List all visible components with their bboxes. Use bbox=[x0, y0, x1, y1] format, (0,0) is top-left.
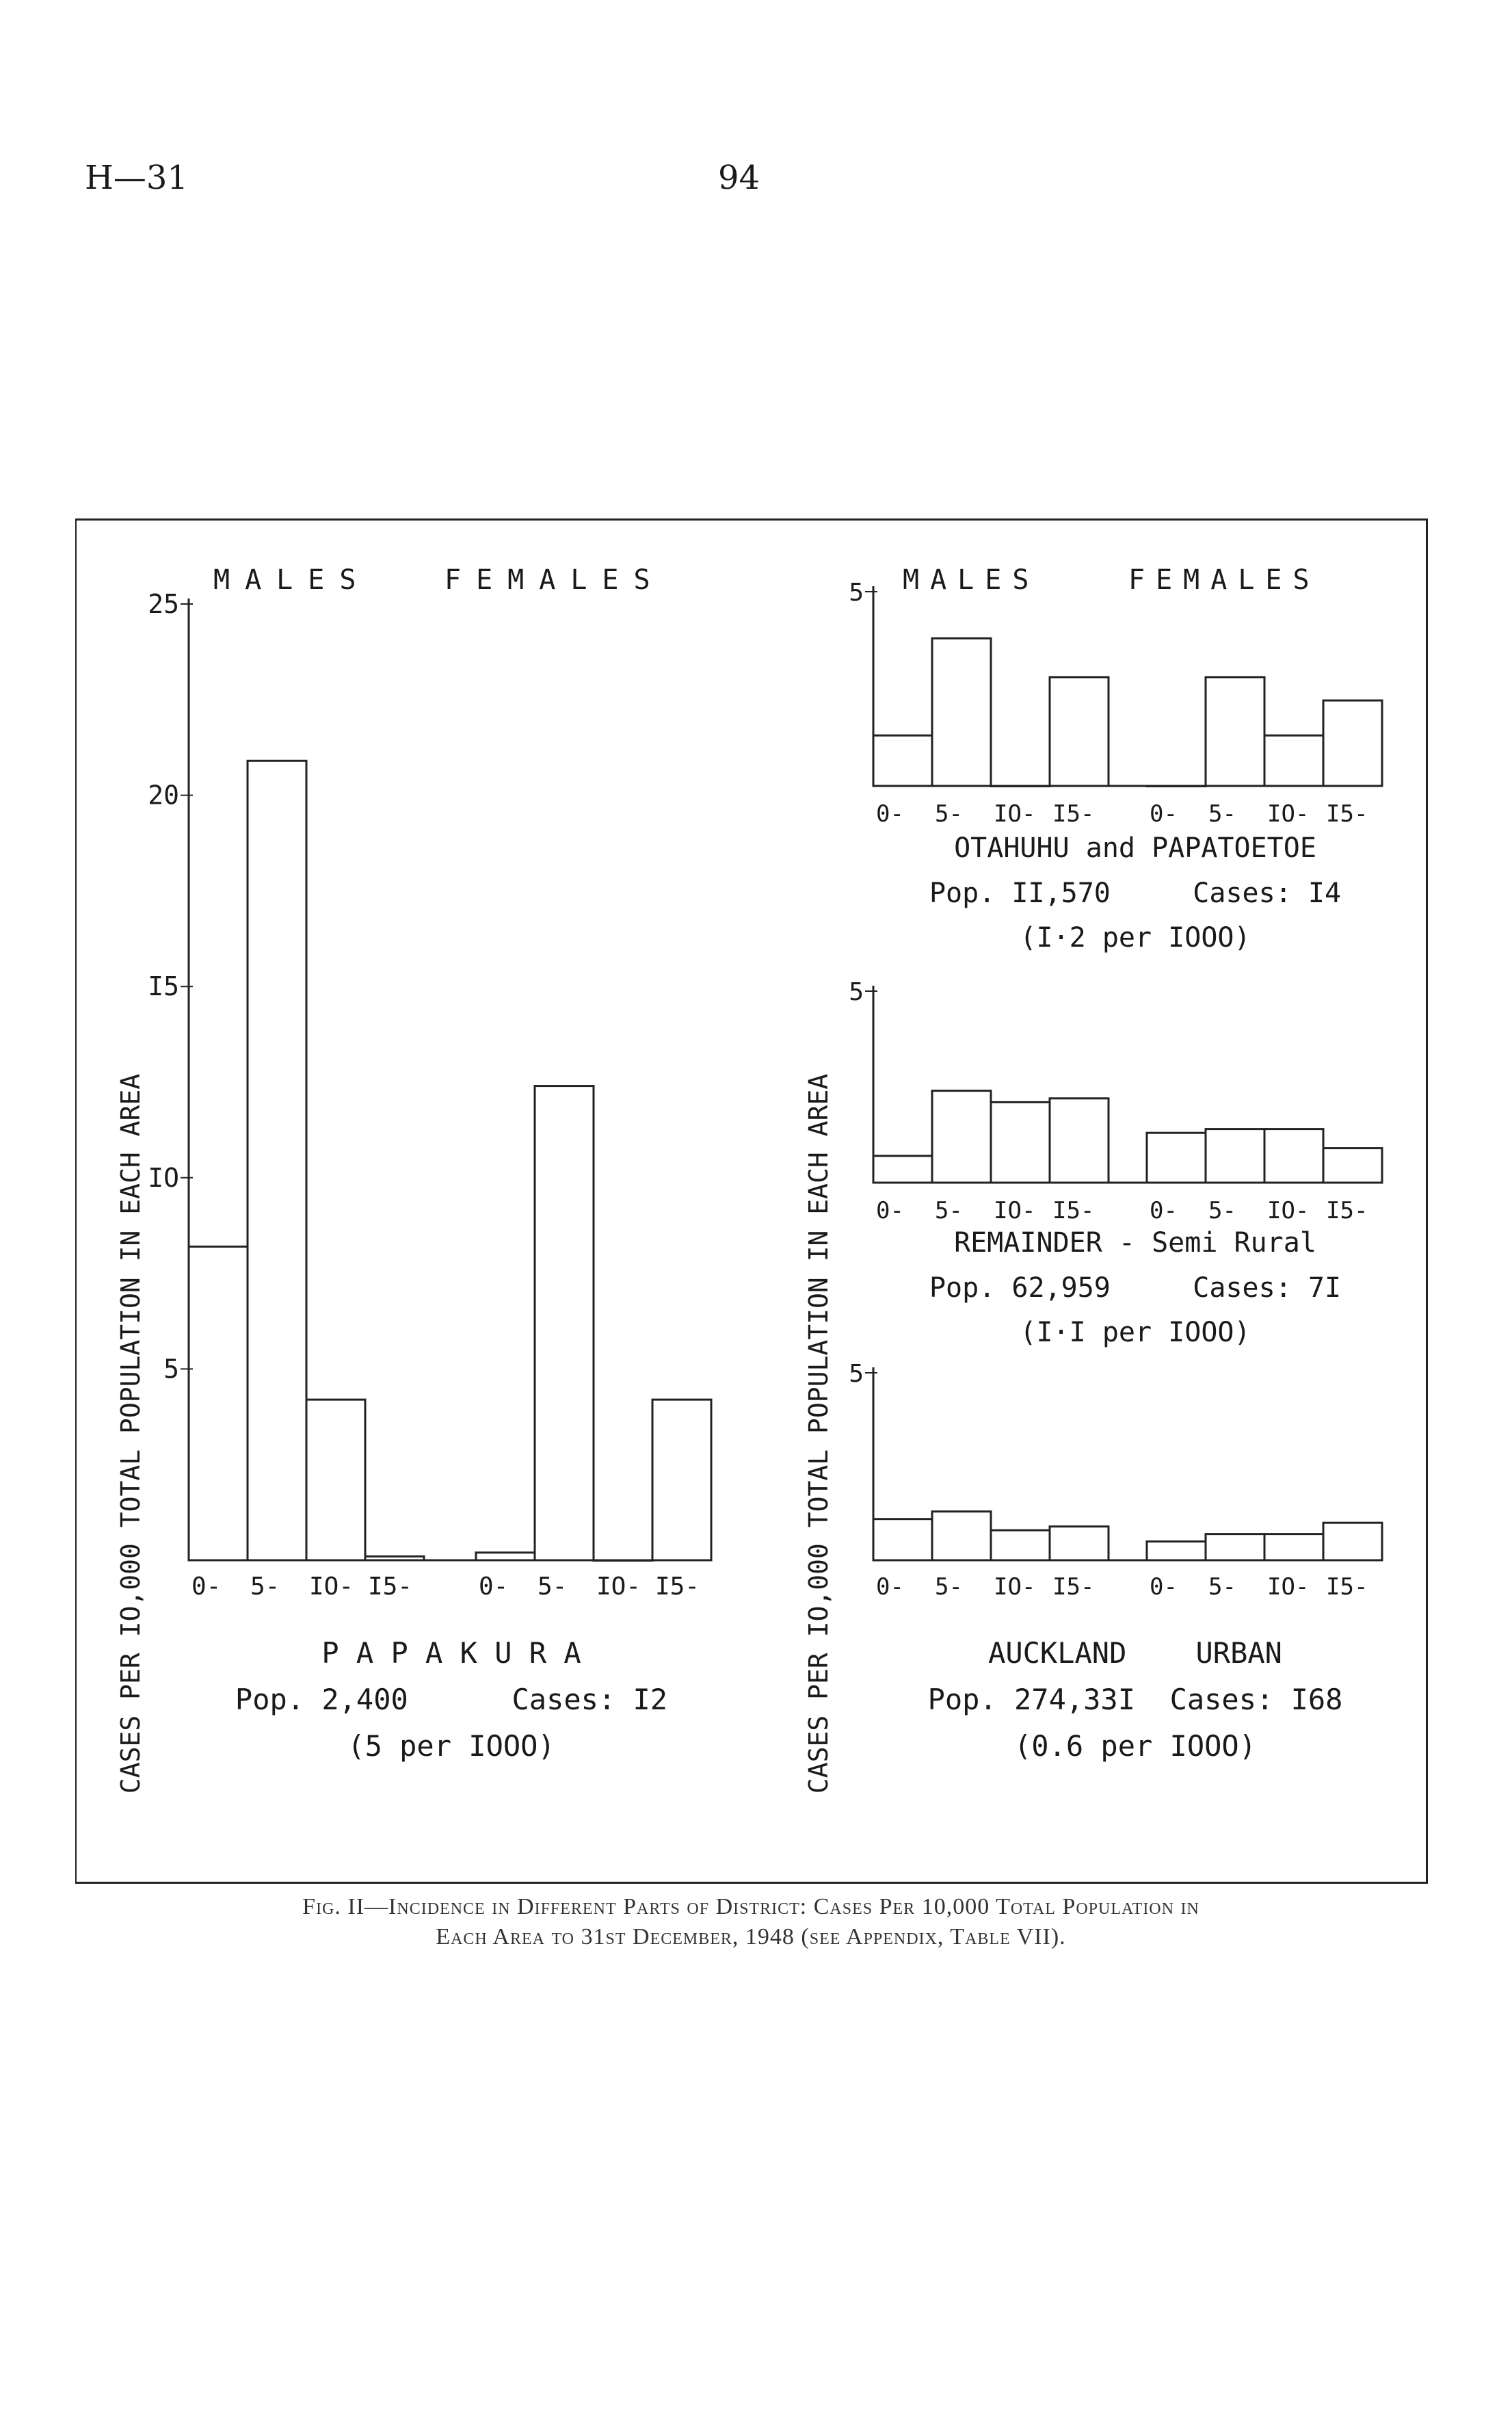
papakura-y-tick-label: IO bbox=[148, 1162, 179, 1193]
papakura-pop-line: Pop. 2,400 Cases: I2 bbox=[235, 1683, 668, 1716]
remainder-x-tick-label: 5- bbox=[1208, 1197, 1236, 1224]
auckland-x-tick-label: 0- bbox=[876, 1573, 904, 1601]
remainder-area-label: REMAINDER - Semi Rural bbox=[954, 1227, 1316, 1259]
papakura-x-tick-label: I5- bbox=[655, 1573, 700, 1601]
figure-svg bbox=[77, 521, 1426, 1882]
auckland-x-tick-label: 5- bbox=[1208, 1573, 1236, 1601]
papakura-x-tick-label: IO- bbox=[309, 1573, 354, 1601]
otahuhu-bar bbox=[932, 638, 991, 786]
figure-caption bbox=[81, 1892, 1421, 1952]
otahuhu-x-tick-label: 0- bbox=[876, 800, 904, 828]
remainder-pop-line: Pop. 62,959 Cases: 7I bbox=[929, 1272, 1342, 1304]
papakura-y-tick-label: 5 bbox=[163, 1354, 179, 1384]
otahuhu-group-label-males: MALES bbox=[903, 564, 1040, 596]
papakura-bar bbox=[652, 1399, 711, 1560]
auckland-x-tick-label: IO- bbox=[1267, 1573, 1310, 1601]
papakura-x-tick-label: IO- bbox=[596, 1573, 641, 1601]
otahuhu-bar bbox=[1323, 700, 1382, 786]
auckland-bar bbox=[1264, 1534, 1323, 1560]
papakura-ylabel: CASES PER IO,000 TOTAL POPULATION IN EACH AREA bbox=[116, 1073, 146, 1794]
remainder-x-tick-label: 0- bbox=[876, 1197, 904, 1224]
auckland-bar bbox=[1323, 1523, 1382, 1560]
otahuhu-x-tick-label: IO- bbox=[994, 800, 1036, 828]
otahuhu-area-label: OTAHUHU and PAPATOETOE bbox=[954, 832, 1316, 864]
papakura-group-label-females: FEMALES bbox=[445, 564, 665, 596]
remainder-y-tick-label: 5 bbox=[849, 978, 864, 1006]
otahuhu-x-tick-label: IO- bbox=[1267, 800, 1310, 828]
papakura-bar bbox=[476, 1553, 535, 1560]
auckland-pop-line: Pop. 274,33I Cases: I68 bbox=[927, 1683, 1343, 1716]
otahuhu-y-tick-label: 5 bbox=[849, 579, 864, 607]
auckland-bar bbox=[991, 1530, 1050, 1560]
papakura-x-tick-label: 5- bbox=[538, 1573, 568, 1601]
papakura-x-tick-label: 5- bbox=[250, 1573, 280, 1601]
remainder-x-tick-label: IO- bbox=[994, 1197, 1036, 1224]
otahuhu-x-tick-label: 0- bbox=[1150, 800, 1178, 828]
otahuhu-x-tick-label: 5- bbox=[1208, 800, 1236, 828]
remainder-bar bbox=[1050, 1099, 1109, 1183]
caption-line-1: Fig. II—Incidence in Different Parts of District: Cases Per 10,000 Total Population in bbox=[302, 1894, 1199, 1919]
remainder-bar bbox=[932, 1091, 991, 1183]
remainder-bar bbox=[1147, 1133, 1206, 1183]
otahuhu-pop-line: Pop. II,570 Cases: I4 bbox=[929, 878, 1342, 909]
otahuhu-bar bbox=[1206, 677, 1264, 786]
auckland-area-label: AUCKLAND URBAN bbox=[988, 1636, 1282, 1670]
otahuhu-bar bbox=[1050, 677, 1109, 786]
papakura-bar bbox=[248, 761, 306, 1560]
auckland-bar bbox=[932, 1512, 991, 1560]
papakura-bar bbox=[594, 1560, 652, 1561]
otahuhu-bar bbox=[873, 735, 932, 786]
papakura-y-tick-label: 20 bbox=[148, 780, 179, 811]
otahuhu-bar bbox=[991, 786, 1050, 787]
remainder-x-tick-label: 0- bbox=[1150, 1197, 1178, 1224]
remainder-x-tick-label: I5- bbox=[1052, 1197, 1095, 1224]
remainder-rate-line: (I·I per IOOO) bbox=[1020, 1317, 1251, 1348]
papakura-x-tick-label: 0- bbox=[191, 1573, 222, 1601]
remainder-bar bbox=[1323, 1148, 1382, 1183]
papakura-bar bbox=[535, 1086, 594, 1560]
auckland-bar bbox=[1206, 1534, 1264, 1560]
remainder-bar bbox=[1264, 1129, 1323, 1183]
papakura-area-label: P A P A K U R A bbox=[321, 1636, 581, 1670]
auckland-ylabel: CASES PER IO,000 TOTAL POPULATION IN EACH AREA bbox=[804, 1073, 834, 1794]
auckland-bar bbox=[1050, 1527, 1109, 1560]
papakura-x-tick-label: 0- bbox=[479, 1573, 509, 1601]
caption-line-2: Each Area to 31st December, 1948 (see Appendix, Table VII). bbox=[436, 1924, 1066, 1949]
auckland-x-tick-label: 5- bbox=[935, 1573, 963, 1601]
page-number: 94 bbox=[718, 159, 760, 197]
auckland-x-tick-label: 0- bbox=[1150, 1573, 1178, 1601]
otahuhu-bar bbox=[1147, 786, 1206, 787]
auckland-rate-line: (0.6 per IOOO) bbox=[1013, 1729, 1257, 1763]
papakura-y-tick-label: I5 bbox=[148, 971, 179, 1002]
papakura-y-tick-label: 25 bbox=[148, 589, 179, 619]
otahuhu-group-label-females: FEMALES bbox=[1128, 564, 1321, 596]
auckland-x-tick-label: I5- bbox=[1326, 1573, 1368, 1601]
remainder-x-tick-label: IO- bbox=[1267, 1197, 1310, 1224]
remainder-x-tick-label: I5- bbox=[1326, 1197, 1368, 1224]
papakura-bar bbox=[365, 1556, 424, 1560]
papakura-group-label-males: MALES bbox=[213, 564, 371, 596]
otahuhu-x-tick-label: I5- bbox=[1052, 800, 1095, 828]
otahuhu-x-tick-label: 5- bbox=[935, 800, 963, 828]
chart-marks bbox=[148, 579, 1382, 1601]
auckland-x-tick-label: I5- bbox=[1052, 1573, 1095, 1601]
remainder-bar bbox=[991, 1102, 1050, 1183]
papakura-bar bbox=[306, 1399, 365, 1560]
page-header-left: H—31 bbox=[85, 159, 188, 197]
auckland-x-tick-label: IO- bbox=[994, 1573, 1036, 1601]
auckland-y-tick-label: 5 bbox=[849, 1360, 864, 1388]
auckland-bar bbox=[1147, 1542, 1206, 1560]
figure-frame bbox=[75, 518, 1428, 1884]
auckland-bar bbox=[873, 1519, 932, 1560]
remainder-bar bbox=[873, 1156, 932, 1183]
papakura-x-tick-label: I5- bbox=[368, 1573, 413, 1601]
remainder-bar bbox=[1206, 1129, 1264, 1183]
otahuhu-x-tick-label: I5- bbox=[1326, 800, 1368, 828]
otahuhu-bar bbox=[1264, 735, 1323, 786]
papakura-rate-line: (5 per IOOO) bbox=[347, 1729, 555, 1763]
remainder-x-tick-label: 5- bbox=[935, 1197, 963, 1224]
otahuhu-rate-line: (I·2 per IOOO) bbox=[1020, 922, 1251, 954]
papakura-bar bbox=[189, 1246, 248, 1560]
